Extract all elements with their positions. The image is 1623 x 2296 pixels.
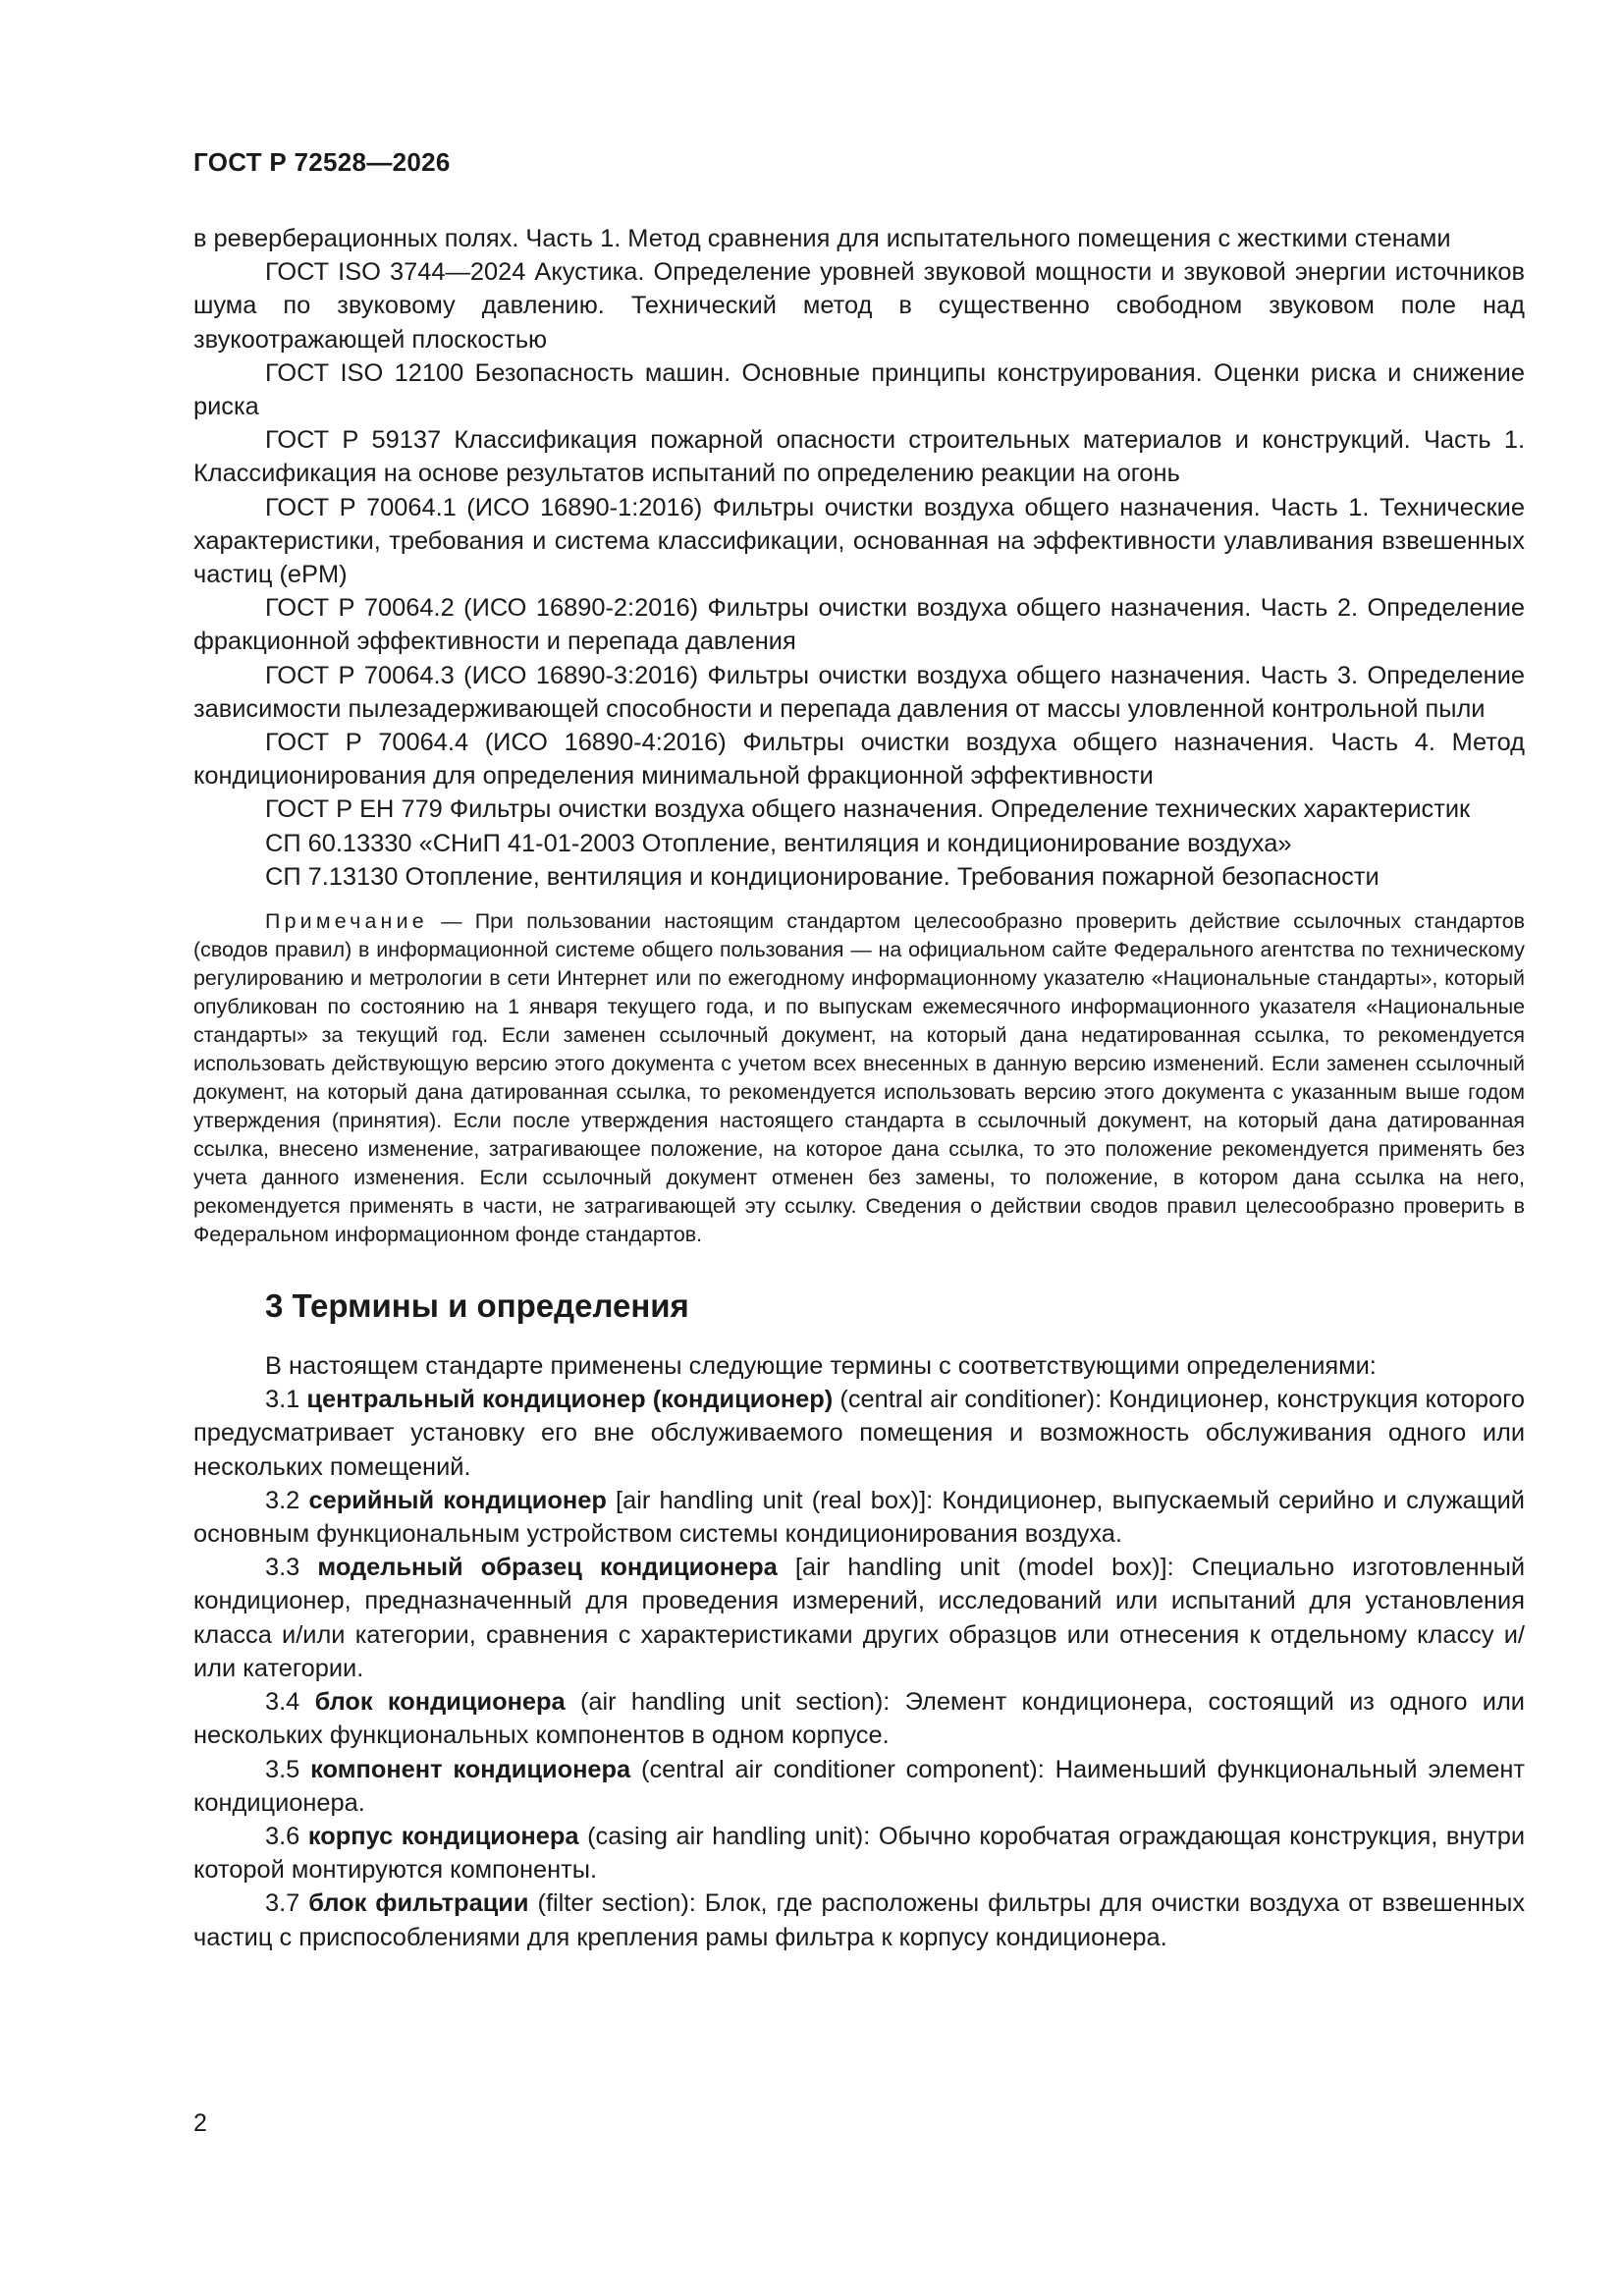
note-text: — При пользовании настоящим стандартом целесообразно проверить действие ссылочных стандартов (сводов правил) в информационной системе общего пользования — на официальном сайте Федерального агентства по техническому регулированию и метрологии в сети Интернет или по ежегодному информационному указателю «Национальные стандарты», который опубликован по состоянию на 1 января текущего года, и по выпускам ежемесячного информационного указателя «Национальные стандарты» за текущий год. Если заменен ссылочный документ, на который дана недатированная ссылка, то рекомендуется использовать действующую версию этого документа с учетом всех внесенных в данную версию изменений. Если заменен ссылочный документ, на который дана датированная ссылка, то рекомендуется использовать версию этого документа с указанным выше годом утверждения (принятия). Если после утверждения настоящего стандарта в ссылочный документ, на который дана датированная ссылка, внесено изменение, затрагивающее положение, на которое дана ссылка, то это положение рекомендуется применять без учета данного изменения. Если ссылочный документ отменен без замены, то положение, в котором дана ссылка на него, рекомендуется применять в части, не затрагивающей эту ссылку. Сведения о действии сводов правил целесообразно проверить в Федеральном информационном фонде стандартов. xyxy=(193,909,1525,1247)
term-definition-text: (casing air handling unit): Обычно коробчатая ограждающая конструкция, внутри которой монтируются компоненты. xyxy=(193,1822,1525,1885)
term-definition-text: [air handling unit (model box)]: Специально изготовленный кондиционер, предназначенный для проведения измерений, исследований или испытаний для установления класса и/или категории, сравнения с характеристиками других образцов или отнесения к отдельному классу и/или категории. xyxy=(193,1554,1525,1682)
term-number: 3.6 xyxy=(265,1822,308,1850)
term-definition-text: (filter section): Блок, где расположены фильтры для очистки воздуха от взвешенных частиц с приспособлениями для крепления рамы фильтра к корпусу кондиционера. xyxy=(193,1889,1526,1951)
reference-item: ГОСТ Р 70064.2 (ИСО 16890-2:2016) Фильтры очистки воздуха общего назначения. Часть 2. Определение фракционной эффективности и перепада давления xyxy=(193,594,1525,656)
page-number: 2 xyxy=(193,2109,207,2137)
term-definition-text: [air handling unit (real box)]: Кондиционер, выпускаемый серийно и служащий основным функциональным устройством системы кондиционирования воздуха. xyxy=(193,1486,1525,1549)
reference-item: ГОСТ Р ЕН 779 Фильтры очистки воздуха общего назначения. Определение технических характеристик xyxy=(265,795,1471,824)
term-number: 3.2 xyxy=(265,1486,309,1514)
term-number: 3.4 xyxy=(265,1688,315,1717)
section-heading: 3 Термины и определения xyxy=(265,1287,689,1325)
term-definition xyxy=(193,1886,1525,1953)
term-number: 3.3 xyxy=(265,1554,318,1582)
reference-item: ГОСТ Р 70064.4 (ИСО 16890-4:2016) Фильтры очистки воздуха общего назначения. Часть 4. Метод кондиционирования для определения минимальной фракционной эффективности xyxy=(193,729,1525,791)
term-name: компонент кондиционера xyxy=(310,1755,631,1783)
reference-continuation: в реверберационных полях. Часть 1. Метод сравнения для испытательного помещения с жесткими стенами xyxy=(193,225,1451,252)
term-definition-text: (central air conditioner component): Наименьший функциональный элемент кондиционера. xyxy=(193,1755,1526,1817)
note-label: Примечание xyxy=(265,909,428,934)
term-name: блок фильтрации xyxy=(308,1889,529,1918)
term-definition xyxy=(193,1685,1525,1752)
term-number: 3.5 xyxy=(265,1755,311,1783)
reference-item: ГОСТ Р 70064.3 (ИСО 16890-3:2016) Фильтры очистки воздуха общего назначения. Часть 3. Определение зависимости пылезадерживающей способности и перепада давления от массы уловленной контрольной пыли xyxy=(193,661,1525,723)
term-name: корпус кондиционера xyxy=(307,1822,579,1850)
document-number-header: ГОСТ Р 72528—2026 xyxy=(193,147,451,177)
term-name: серийный кондиционер xyxy=(308,1486,607,1514)
term-definition xyxy=(193,1551,1525,1685)
term-definition xyxy=(193,1383,1525,1484)
reference-item: СП 60.13330 «СНиП 41-01-2003 Отопление, вентиляция и кондиционирование воздуха» xyxy=(265,829,1292,857)
term-definition-text: (central air conditioner): Кондиционер, конструкция которого предусматривает установку его вне обслуживаемого помещения и возможность обслуживания одного или нескольких помещений. xyxy=(193,1386,1525,1481)
reference-item: ГОСТ Р 70064.1 (ИСО 16890-1:2016) Фильтры очистки воздуха общего назначения. Часть 1. Технические характеристики, требования и система классификации, основанная на эффективности улавливания взвешенных частиц (ePM) xyxy=(193,493,1525,589)
term-definition xyxy=(193,1753,1525,1820)
reference-item: ГОСТ ISO 12100 Безопасность машин. Основные принципы конструирования. Оценки риска и снижение риска xyxy=(193,358,1525,421)
term-name: блок кондиционера xyxy=(314,1688,566,1717)
reference-item: СП 7.13130 Отопление, вентиляция и кондиционирование. Требования пожарной безопасности xyxy=(265,862,1380,891)
term-number: 3.7 xyxy=(265,1889,309,1918)
term-number: 3.1 xyxy=(265,1386,307,1414)
document-body xyxy=(193,222,1525,1954)
term-definition-text: (air handling unit section): Элемент кондиционера, состоящий из одного или нескольких функциональных компонентов в одном корпусе. xyxy=(193,1688,1525,1750)
section-intro: В настоящем стандарте применены следующие термины с соответствующими определениями: xyxy=(265,1352,1377,1381)
term-definition xyxy=(193,1820,1525,1886)
term-definition xyxy=(193,1484,1525,1551)
note-paragraph xyxy=(193,907,1525,1249)
reference-item: ГОСТ Р 59137 Классификация пожарной опасности строительных материалов и конструкций. Часть 1. Классификация на основе результатов испытаний по определению реакции на огонь xyxy=(193,426,1525,488)
term-name: центральный кондиционер (кондиционер) xyxy=(306,1386,834,1414)
reference-item: ГОСТ ISO 3744—2024 Акустика. Определение уровней звуковой мощности и звуковой энергии источников шума по звуковому давлению. Технический метод в существенно свободном звуковом поле над звукоотражающей плоскостью xyxy=(193,258,1525,354)
term-name: модельный образец кондиционера xyxy=(317,1554,778,1582)
